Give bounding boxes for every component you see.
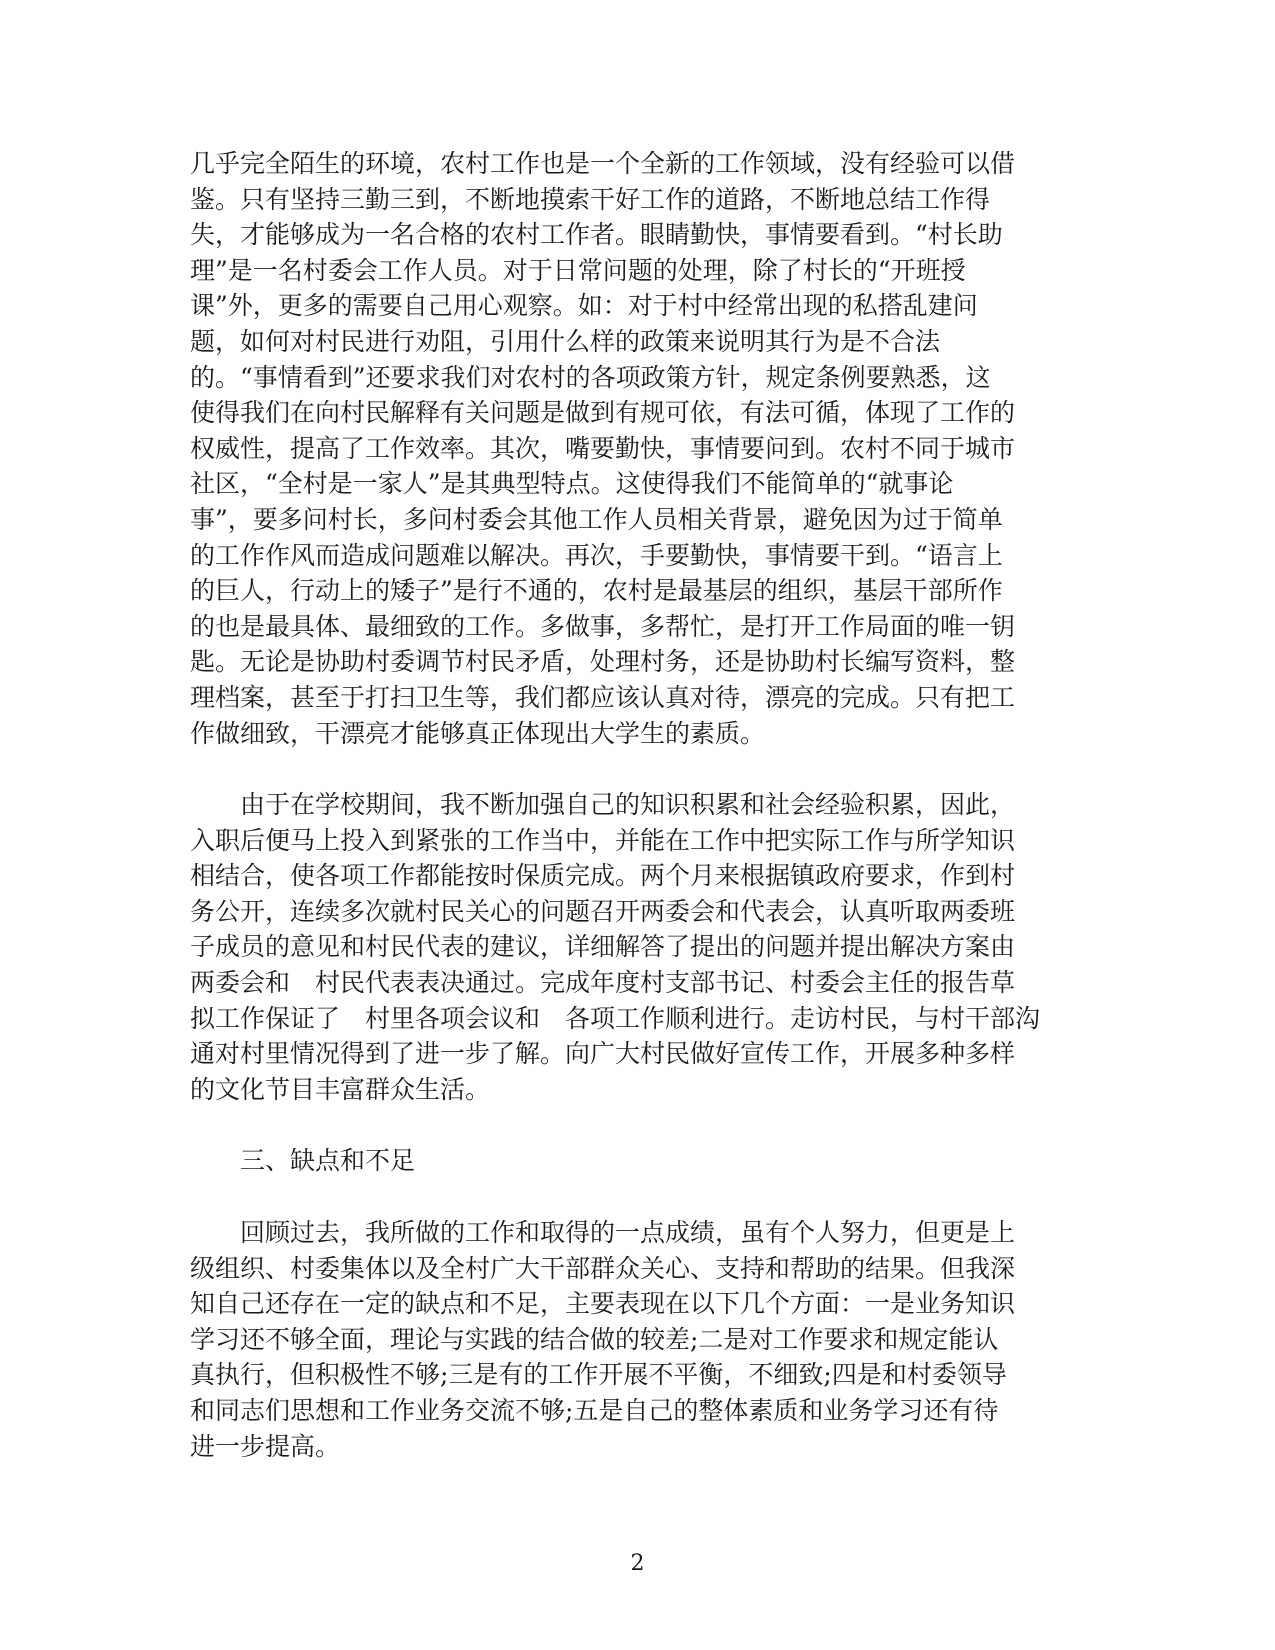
- text-line: 真执行，但积极性不够;三是有的工作开展不平衡，不细致;四是和村委领导: [190, 1360, 1007, 1390]
- text-line: 题，如何对村民进行劝阻，引用什么样的政策来说明其行为是不合法: [190, 326, 941, 356]
- text-line: 匙。无论是协助村委调节村民矛盾，处理村务，还是协助村长编写资料，整: [190, 647, 1016, 677]
- paragraph-spacer: [190, 1107, 1090, 1143]
- text-line: 通对村里情况得到了进一步了解。向广大村民做好宣传工作，开展多种多样: [190, 1039, 1016, 1069]
- text-line: 的。“事情看到”还要求我们对农村的各项政策方针，规定条例要熟悉，这: [190, 362, 991, 392]
- paragraph: [190, 787, 1090, 1107]
- text-line: 权威性，提高了工作效率。其次，嘴要勤快，事情要问到。农村不同于城市: [190, 433, 1016, 463]
- text-line: 务公开，连续多次就村民关心的问题召开两委会和代表会，认真听取两委班: [190, 896, 1016, 926]
- paragraph-spacer: [190, 751, 1090, 787]
- text-line: 理档案，甚至于打扫卫生等，我们都应该认真对待，漂亮的完成。只有把工: [190, 682, 1016, 712]
- text-line: 拟工作保证了 村里各项会议和 各项工作顺利进行。走访村民，与村干部沟: [190, 1003, 1041, 1033]
- text-line: 社区，“全村是一家人”是其典型特点。这使得我们不能简单的“就事论: [190, 469, 954, 499]
- text-line: 三、缺点和不足: [190, 1146, 416, 1176]
- text-line: 的文化节目丰富群众生活。: [190, 1074, 491, 1104]
- text-line: 由于在学校期间，我不断加强自己的知识积累和社会经验积累，因此，: [190, 790, 1016, 820]
- text-line: 级组织、村委集体以及全村广大干部群众关心、支持和帮助的结果。但我深: [190, 1253, 1016, 1283]
- text-line: 学习还不够全面，理论与实践的结合做的较差;二是对工作要求和规定能认: [190, 1324, 999, 1354]
- paragraph: [190, 1215, 1090, 1464]
- text-line: 的工作作风而造成问题难以解决。再次，手要勤快，事情要干到。“语言上: [190, 540, 1003, 570]
- text-line: 的巨人，行动上的矮子”是行不通的，农村是最基层的组织，基层干部所作: [190, 576, 1003, 606]
- section-heading: [190, 1143, 1090, 1179]
- text-line: 回顾过去，我所做的工作和取得的一点成绩，虽有个人努力，但更是上: [190, 1218, 1016, 1248]
- text-line: 相结合，使各项工作都能按时保质完成。两个月来根据镇政府要求，作到村: [190, 861, 1016, 891]
- paragraph: [190, 146, 1090, 751]
- body-text: [190, 146, 1090, 1464]
- paragraph-spacer: [190, 1179, 1090, 1215]
- text-line: 使得我们在向村民解释有关问题是做到有规可依，有法可循，体现了工作的: [190, 398, 1016, 428]
- page-number: 2: [630, 1551, 645, 1576]
- text-line: 入职后便马上投入到紧张的工作当中，并能在工作中把实际工作与所学知识: [190, 825, 1016, 855]
- text-line: 知自己还存在一定的缺点和不足，主要表现在以下几个方面：一是业务知识: [190, 1289, 1016, 1319]
- text-line: 几乎完全陌生的环境，农村工作也是一个全新的工作领域，没有经验可以借: [190, 149, 1016, 178]
- text-line: 课”外，更多的需要自己用心观察。如：对于村中经常出现的私搭乱建问: [190, 291, 978, 321]
- text-line: 两委会和 村民代表表决通过。完成年度村支部书记、村委会主任的报告草: [190, 968, 1016, 998]
- text-line: 子成员的意见和村民代表的建议，详细解答了提出的问题并提出解决方案由: [190, 932, 1016, 962]
- text-line: 事”，要多问村长，多问村委会其他工作人员相关背景，避免因为过于简单: [190, 504, 1003, 534]
- text-line: 失，才能够成为一名合格的农村工作者。眼睛勤快，事情要看到。“村长助: [190, 220, 1003, 250]
- text-line: 作做细致，干漂亮才能够真正体现出大学生的素质。: [190, 718, 766, 748]
- text-line: 的也是最具体、最细致的工作。多做事，多帮忙，是打开工作局面的唯一钥: [190, 611, 1016, 641]
- text-line: 进一步提高。: [190, 1431, 341, 1461]
- text-line: 鉴。只有坚持三勤三到，不断地摸索干好工作的道路，不断地总结工作得: [190, 184, 991, 214]
- text-line: 和同志们思想和工作业务交流不够;五是自己的整体素质和业务学习还有待: [190, 1396, 999, 1425]
- text-line: 理”是一名村委会工作人员。对于日常问题的处理，除了村长的“开班授: [190, 255, 966, 285]
